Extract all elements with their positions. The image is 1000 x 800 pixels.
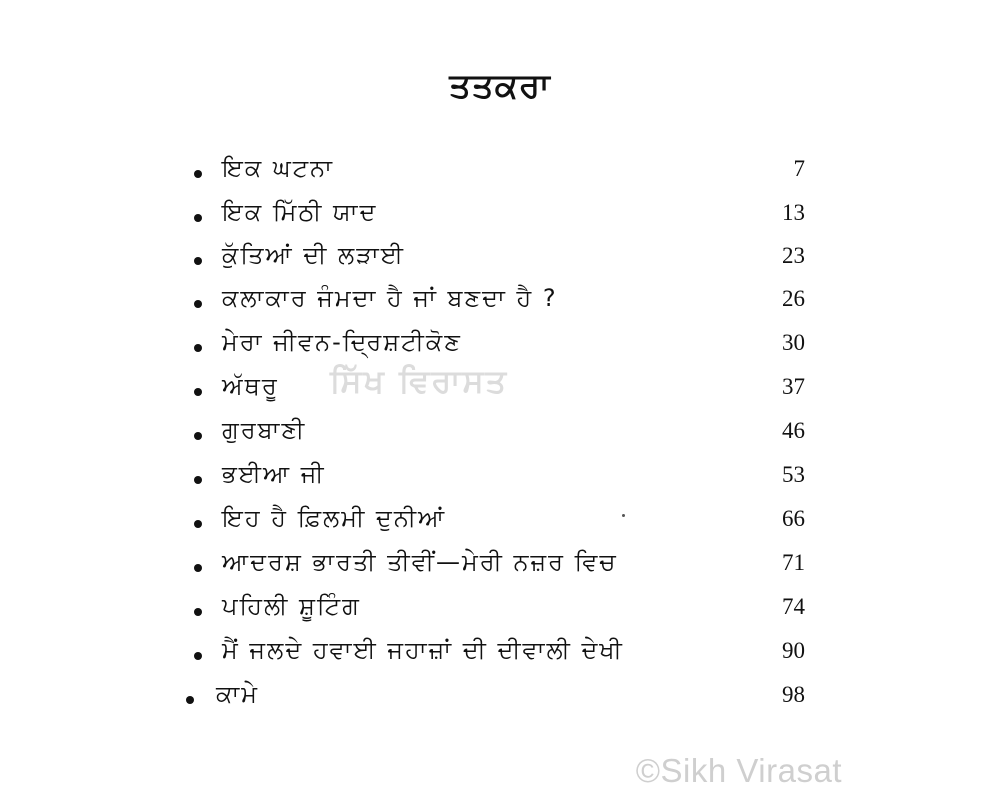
toc-entry-page-number: 53 (782, 462, 805, 487)
toc-entry-title: ਮੈਂ ਜਲਦੇ ਹਵਾਈ ਜਹਾਜ਼ਾਂ ਦੀ ਦੀਵਾਲੀ ਦੇਖੀ (222, 636, 624, 664)
toc-entry-page-number: 98 (782, 682, 805, 707)
toc-entry-title: ਭਈਆ ਜੀ (222, 460, 326, 488)
bullet-icon (194, 388, 202, 396)
bullet-icon (194, 170, 202, 178)
bullet-icon (194, 652, 202, 660)
toc-entry (0, 588, 1000, 632)
toc-entry-title: ਗੁਰਬਾਣੀ (222, 416, 307, 444)
toc-entry-page-number: 7 (793, 156, 805, 181)
toc-entry-title: ਇਕ ਘਟਨਾ (222, 154, 334, 182)
toc-entry-title: ਕਲਾਕਾਰ ਜੰਮਦਾ ਹੈ ਜਾਂ ਬਣਦਾ ਹੈ ? (222, 284, 558, 312)
toc-entry-title: ਮੇਰਾ ਜੀਵਨ-ਦ੍ਰਿਸ਼ਟੀਕੋਣ (222, 328, 462, 356)
toc-entry-page-number: 37 (782, 374, 805, 399)
toc-entry (0, 500, 1000, 544)
toc-entry (0, 676, 1000, 720)
bullet-icon (194, 476, 202, 484)
toc-entry (0, 412, 1000, 456)
toc-entry-page-number: 66 (782, 506, 805, 531)
watermark-copyright: ©Sikh Virasat (635, 752, 842, 789)
toc-entry (0, 150, 1000, 194)
bullet-icon (194, 608, 202, 616)
page-title: ਤਤਕਰਾ (449, 66, 551, 106)
bullet-icon (194, 344, 202, 352)
toc-entry-title: ਕਾਮੇ (216, 680, 260, 708)
toc-entry (0, 194, 1000, 238)
bullet-icon (194, 432, 202, 440)
toc-entry-title: ਆਦਰਸ਼ ਭਾਰਤੀ ਤੀਵੀਂ—ਮੇਰੀ ਨਜ਼ਰ ਵਿਚ (222, 548, 618, 576)
toc-entry-page-number: 30 (782, 330, 805, 355)
bullet-icon (194, 214, 202, 222)
toc-entry-page-number: 13 (782, 200, 805, 225)
toc-entry-title: ਇਕ ਮਿੱਠੀ ਯਾਦ (222, 198, 378, 226)
toc-entry (0, 237, 1000, 281)
toc-entry-title: ਕੁੱਤਿਆਂ ਦੀ ਲੜਾਈ (222, 241, 406, 269)
toc-entry-page-number: 90 (782, 638, 805, 663)
toc-entry-page-number: 26 (782, 286, 805, 311)
toc-entry (0, 632, 1000, 676)
bullet-icon (194, 520, 202, 528)
toc-entry-title: ਇਹ ਹੈ ਫ਼ਿਲਮੀ ਦੁਨੀਆਂ (222, 504, 447, 532)
toc-entry-page-number: 23 (782, 243, 805, 268)
toc-entry-page-number: 46 (782, 418, 805, 443)
toc-entry (0, 544, 1000, 588)
toc-entry (0, 456, 1000, 500)
scan-speck (622, 514, 625, 517)
bullet-icon (194, 257, 202, 265)
toc-entry-title: ਪਹਿਲੀ ਸ਼ੂਟਿੰਗ (222, 592, 361, 620)
bullet-icon (194, 300, 202, 308)
toc-entry-page-number: 74 (782, 594, 805, 619)
bullet-icon (194, 564, 202, 572)
bullet-icon (186, 696, 194, 704)
watermark-stamp: ਸਿੱਖ ਵਿਰਾਸਤ (330, 362, 509, 400)
toc-entry (0, 280, 1000, 324)
toc-entry-title: ਅੱਥਰੂ (222, 372, 279, 400)
toc-entry-page-number: 71 (782, 550, 805, 575)
